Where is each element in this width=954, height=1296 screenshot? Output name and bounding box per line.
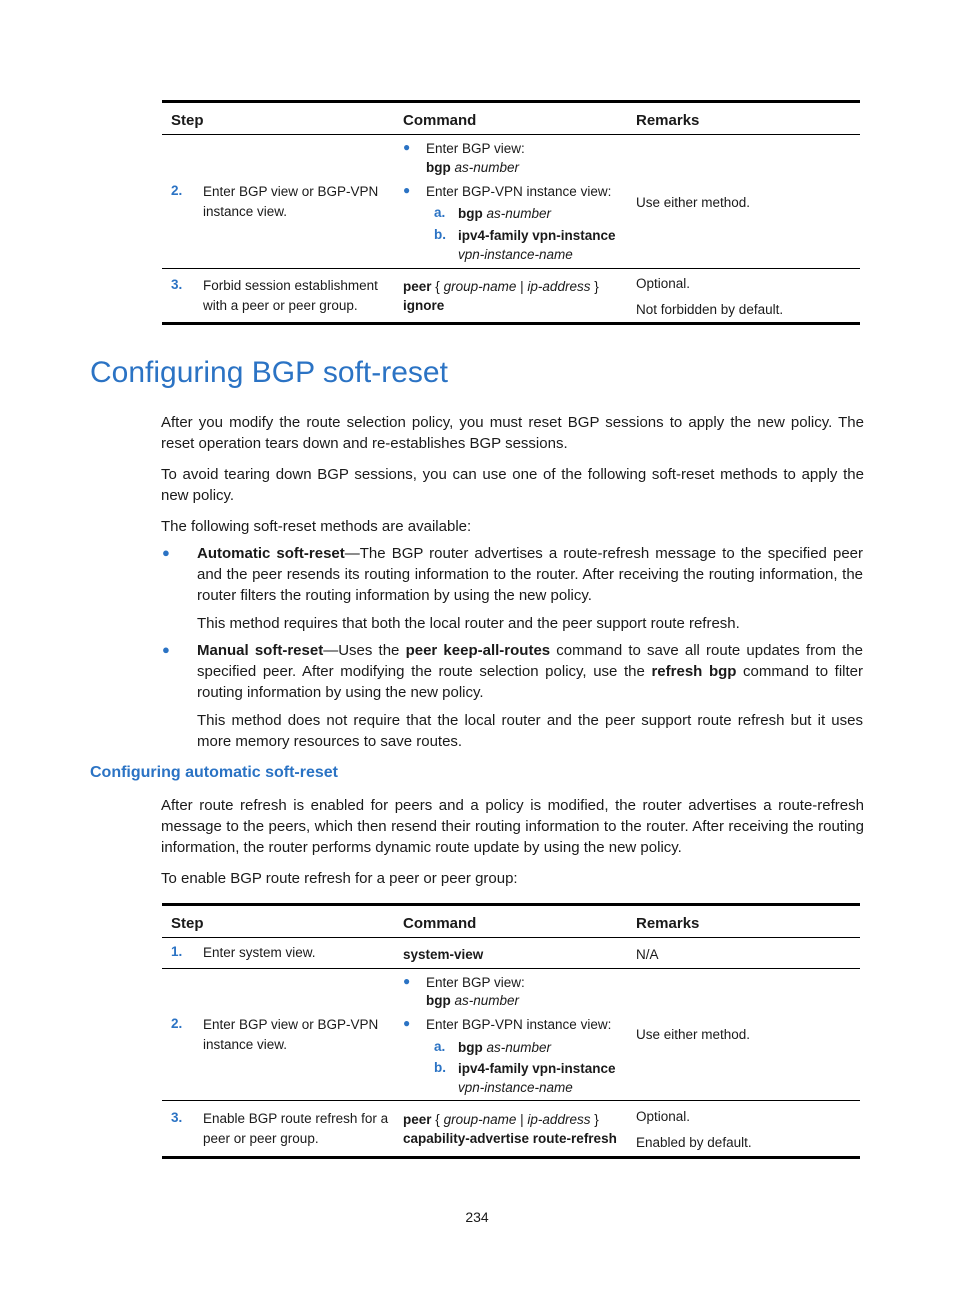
header-rule <box>162 134 860 135</box>
substep-letter: a. <box>434 205 446 220</box>
table-top-rule <box>162 100 860 103</box>
bullet-note: This method does not require that the local router and the peer support route refresh but it uses more memory resources to save routes. <box>197 712 863 750</box>
command-line: bgp as-number <box>458 206 552 221</box>
bullet-icon: ● <box>403 183 411 197</box>
header-command: Command <box>403 112 477 129</box>
command-line: peer { group-name | ip-address } <box>403 1112 599 1127</box>
substep-letter: b. <box>434 227 446 242</box>
command-line: bgp as-number <box>426 160 520 175</box>
command-label: Enter BGP view: <box>426 141 525 156</box>
command-line: ipv4-family vpn-instance <box>458 1061 616 1076</box>
row-rule <box>162 268 860 269</box>
command-table-1 <box>162 100 860 326</box>
step-description: Enable BGP route refresh for a peer or peer group. <box>203 1111 389 1146</box>
command-line: peer { group-name | ip-address } <box>403 279 599 294</box>
step-number: 3. <box>171 1110 183 1125</box>
bullet-paragraph: Manual soft-reset—Uses the peer keep-all-routes command to save all route updates from the specified peer. After modifying the route selection policy, use the refresh bgp command to filter routing information by using the new policy. <box>197 642 863 701</box>
step-description: Enter BGP view or BGP-VPN instance view. <box>203 1017 379 1052</box>
bullet-note: This method requires that both the local router and the peer support route refresh. <box>197 615 740 632</box>
remarks-text: N/A <box>636 947 659 962</box>
header-step: Step <box>171 112 204 129</box>
step-description: Enter system view. <box>203 945 316 960</box>
command-label: Enter BGP-VPN instance view: <box>426 1017 612 1032</box>
command-argument: vpn-instance-name <box>458 1080 573 1095</box>
body-paragraph: To enable BGP route refresh for a peer or peer group: <box>161 870 518 887</box>
bullet-paragraph: Automatic soft-reset—The BGP router advertises a route-refresh message to the specified peer and the peer resends its routing information to the router. After receiving the routing information, the router filters the routing information by using the new policy. <box>197 545 863 604</box>
remarks-text: Optional. <box>636 1109 691 1124</box>
subsection-title: Configuring automatic soft-reset <box>90 764 339 781</box>
command-argument: vpn-instance-name <box>458 247 573 262</box>
command-line: bgp as-number <box>458 1040 552 1055</box>
body-paragraph: After route refresh is enabled for peers and a policy is modified, the router advertises a route-refresh message to the peers, which then resend their routing information to the router. After receiving the routing information, the router performs dynamic route update by using the new policy. <box>161 797 864 856</box>
remarks-text: Enabled by default. <box>636 1135 752 1150</box>
bullet-icon: ● <box>162 642 170 657</box>
row-rule <box>162 968 860 969</box>
step-description: Enter BGP view or BGP-VPN instance view. <box>203 184 379 219</box>
section-title: Configuring BGP soft-reset <box>90 356 448 389</box>
table-bottom-rule <box>162 322 860 325</box>
step-description: Forbid session establishment with a peer or peer group. <box>203 278 378 313</box>
page-number: 234 <box>465 1209 489 1225</box>
step-number: 2. <box>171 1016 183 1031</box>
remarks-text: Use either method. <box>636 195 751 210</box>
step-number: 2. <box>171 183 183 198</box>
table-top-rule <box>162 903 860 906</box>
body-paragraph: After you modify the route selection policy, you must reset BGP sessions to apply the new policy. The reset operation tears down and re-establishes BGP sessions. <box>161 414 864 452</box>
remarks-text: Use either method. <box>636 1027 751 1042</box>
bullet-icon: ● <box>162 545 170 560</box>
substep-letter: b. <box>434 1060 446 1075</box>
header-remarks: Remarks <box>636 915 700 932</box>
header-rule <box>162 937 860 938</box>
body-paragraph: To avoid tearing down BGP sessions, you can use one of the following soft-reset methods to apply the new policy. <box>161 466 864 504</box>
step-number: 1. <box>171 944 183 959</box>
table-bottom-rule <box>162 1156 860 1159</box>
command-label: Enter BGP view: <box>426 975 525 990</box>
header-remarks: Remarks <box>636 112 700 129</box>
body-paragraph: The following soft-reset methods are available: <box>161 518 472 535</box>
substep-letter: a. <box>434 1039 446 1054</box>
command-line: ignore <box>403 298 445 313</box>
command-table-2 <box>162 903 860 1161</box>
command-line: bgp as-number <box>426 993 520 1008</box>
command-line: capability-advertise route-refresh <box>403 1131 617 1146</box>
row-rule <box>162 1100 860 1101</box>
command-line: system-view <box>403 947 484 962</box>
command-line: ipv4-family vpn-instance <box>458 228 616 243</box>
header-command: Command <box>403 915 477 932</box>
command-label: Enter BGP-VPN instance view: <box>426 184 612 199</box>
bullet-icon: ● <box>403 1016 411 1030</box>
bullet-icon: ● <box>403 974 411 988</box>
remarks-text: Not forbidden by default. <box>636 302 784 317</box>
remarks-text: Optional. <box>636 276 691 291</box>
bullet-icon: ● <box>403 140 411 154</box>
step-number: 3. <box>171 277 183 292</box>
header-step: Step <box>171 915 204 932</box>
